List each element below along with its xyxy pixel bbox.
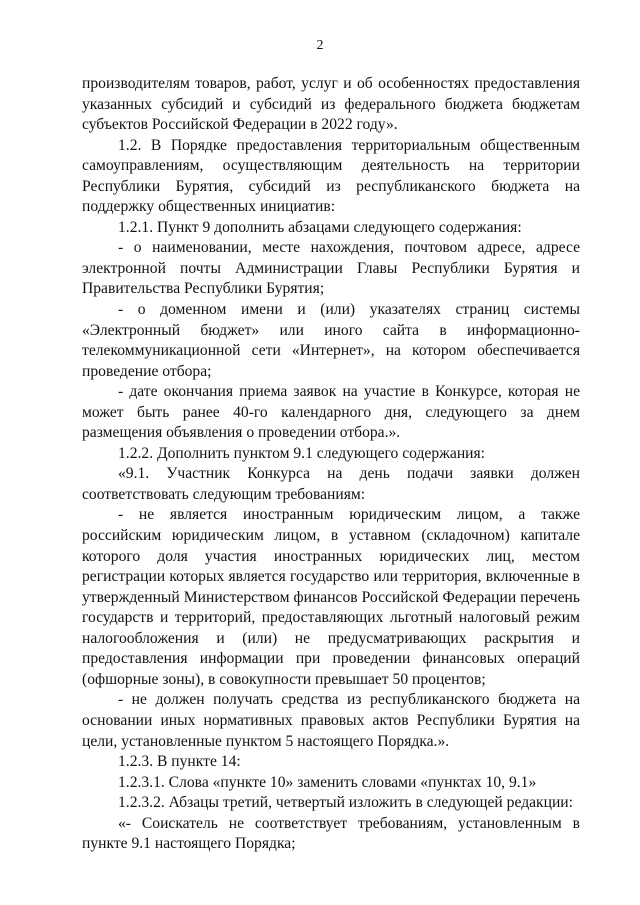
paragraph-14: «- Соискатель не соответствует требованиям, установленным в пункте 9.1 настоящего Порядка; — [82, 814, 580, 853]
paragraph-10: - не должен получать средства из республиканского бюджета на основании иных нормативных правовых актов Республики Бурятия на цели, установленные пунктом 5 настоящего Порядка.». — [82, 691, 580, 750]
paragraph-8: «9.1. Участник Конкурса на день подачи заявки должен соответствовать следующим требованиям: — [82, 465, 580, 503]
document-body — [82, 74, 580, 855]
paragraph-6: - дате окончания приема заявок на участие в Конкурсе, которая не может быть ранее 40-го календарного дня, следующего за днем размещения объявления о проведении отбора.». — [82, 383, 580, 442]
paragraph-2: 1.2. В Порядке предоставления территориальным общественным самоуправлениям, осуществляющим деятельность на территории Республики Бурятия, субсидий из республиканского бюджета на поддержку общественных инициатив: — [82, 136, 580, 216]
paragraph-7: 1.2.2. Дополнить пунктом 9.1 следующего содержания: — [118, 444, 486, 462]
page-number: 2 — [316, 38, 324, 53]
paragraph-5: - о доменном имени и (или) указателях страниц системы «Электронный бюджет» или иного сайта в информационно-телекоммуникационной сети «Интернет», на котором обеспечивается проведение отбора; — [82, 301, 580, 380]
paragraph-1: производителям товаров, работ, услуг и об особенностях предоставления указанных субсидий и субсидий из федерального бюджета бюджетам субъектов Российской Федерации в 2022 году». — [82, 75, 580, 134]
paragraph-9: - не является иностранным юридическим лицом, а также российским юридическим лицом, в уставном (складочном) капитале которого доля участия иностранных юридических лиц, местом регистрации которых является государство или территория, включенные в утвержденный Министерством финансов Российской Федерации перечень государств и территорий, предоставляющих льготный налоговый режим налогообложения и (или) не предусматривающих раскрытия и предоставления информации при проведении финансовых операций (офшорные зоны), в совокупности превышает 50 процентов; — [82, 506, 580, 688]
paragraph-13: 1.2.3.2. Абзацы третий, четвертый изложить в следующей редакции: — [118, 794, 573, 812]
paragraph-3: 1.2.1. Пункт 9 дополнить абзацами следующего содержания: — [118, 218, 522, 236]
paragraph-11: 1.2.3. В пункте 14: — [118, 753, 241, 771]
paragraph-12: 1.2.3.1. Слова «пункте 10» заменить словами «пунктах 10, 9.1» — [118, 773, 537, 791]
paragraph-4: - о наименовании, месте нахождения, почтовом адресе, адресе электронной почты Администрации Главы Республики Бурятия и Правительства Республики Бурятия; — [82, 239, 580, 298]
